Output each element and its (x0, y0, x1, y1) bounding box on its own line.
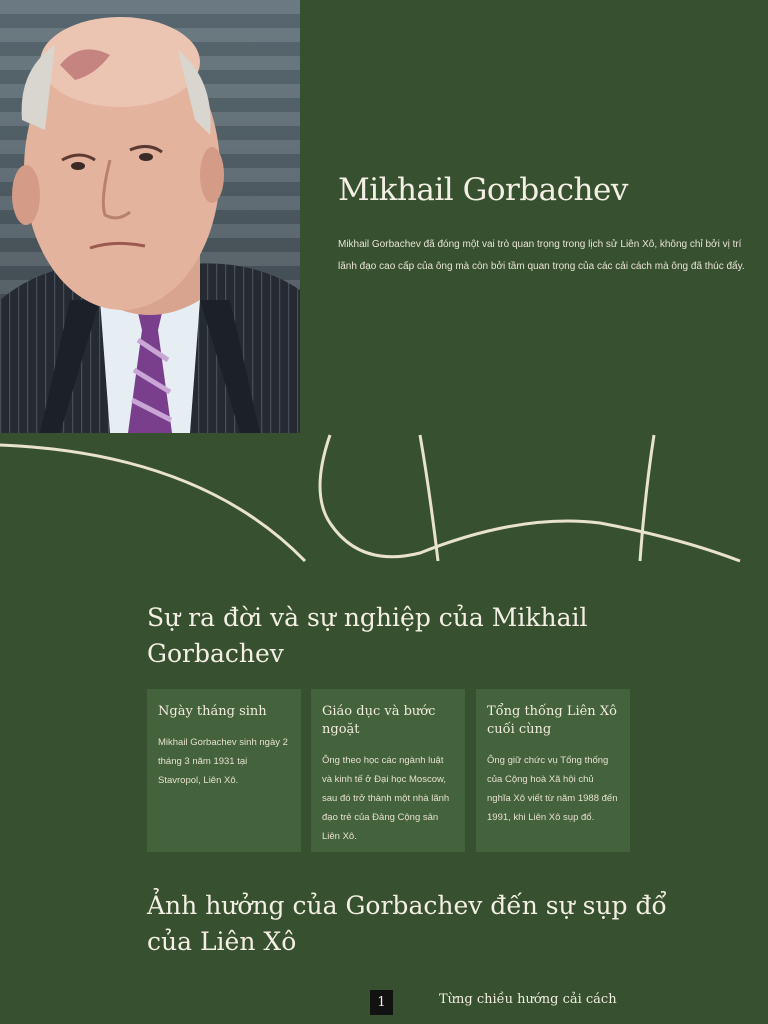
card-education (311, 689, 465, 852)
card-title: Ngày tháng sinh (158, 704, 267, 719)
card-title: Giáo dục và bước ngoặt (322, 704, 436, 737)
page-title: Mikhail Gorbachev (338, 172, 628, 208)
portrait-photo (0, 0, 300, 433)
timeline-step-title: Từng chiều hướng cải cách (439, 992, 617, 1007)
impact-heading: Ảnh hưởng của Gorbachev đến sự sụp đổ của Liên Xô (147, 891, 667, 956)
card-president (476, 689, 630, 852)
card-title: Tổng thống Liên Xô cuối cùng (487, 704, 617, 737)
intro-paragraph: Mikhail Gorbachev đã đóng một vai trò quan trọng trong lịch sử Liên Xô, không chỉ bởi vị trí lãnh đạo cao cấp của ông mà còn bởi tầm quan trọng của các cải cách mà ông đã thúc đẩy. (338, 239, 745, 272)
timeline-step-number: 1 (370, 990, 393, 1015)
card-body: Ông theo học các ngành luật và kinh tế ở Đại học Moscow, sau đó trở thành một nhà lãnh đạo trẻ của Đảng Cộng sản Liên Xô. (322, 755, 450, 842)
career-heading: Sự ra đời và sự nghiệp của Mikhail Gorbachev (147, 603, 588, 668)
card-birth (147, 689, 301, 852)
card-body: Mikhail Gorbachev sinh ngày 2 tháng 3 năm 1931 tại Stavropol, Liên Xô. (158, 737, 288, 786)
decorative-lines (0, 433, 768, 563)
card-body: Ông giữ chức vụ Tổng thống của Cộng hoà Xã hội chủ nghĩa Xô viết từ năm 1988 đến 1991, khi Liên Xô sụp đổ. (487, 755, 618, 823)
